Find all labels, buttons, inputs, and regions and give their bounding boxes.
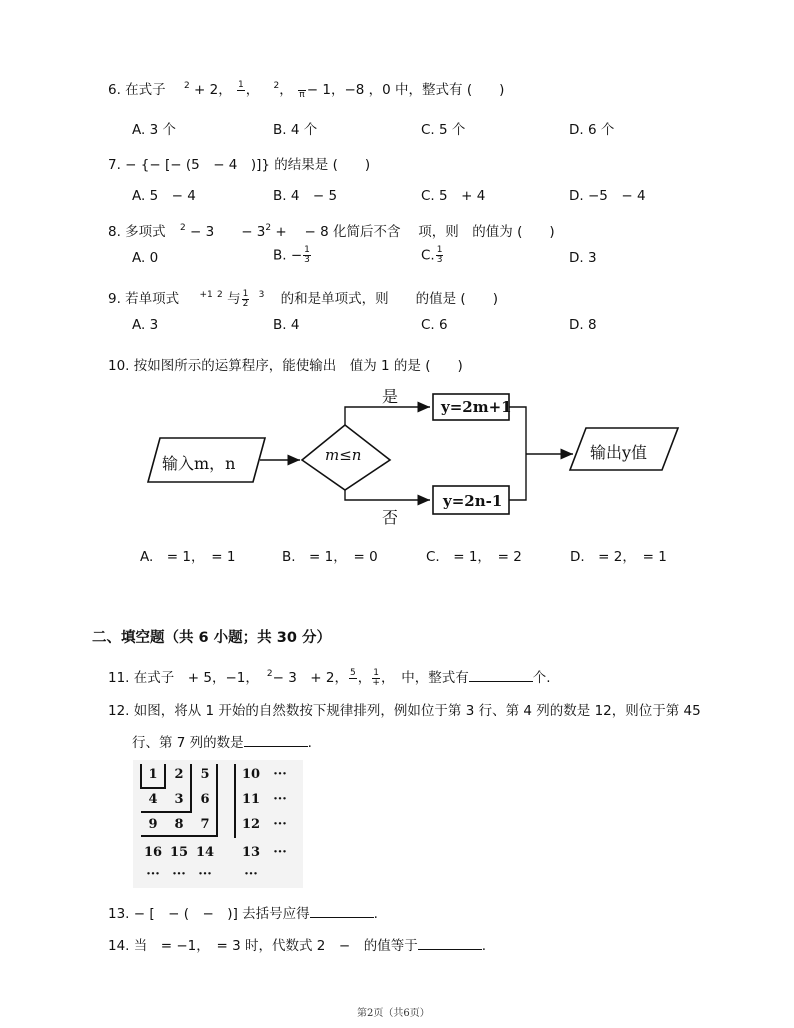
grid-cell: 11 [241,792,261,807]
q6-frac2 [298,81,306,100]
q8-option-c-frac [436,246,444,265]
flow-output-label: 输出y值 [590,443,648,462]
q6-sup2: 2 [273,81,280,91]
grid-cell: 4 [148,792,158,807]
q8-stem [108,220,555,240]
q8-b-num: 1 [304,245,310,255]
q7-option-c[interactable]: C. 5 + 4 [421,188,486,204]
q9-option-b[interactable]: B. 4 [273,317,300,333]
q13-answer-blank[interactable] [310,905,374,918]
q8-c-den: 3 [436,255,443,265]
q9-sup-b: 2 [217,290,223,300]
q7-option-a[interactable]: A. 5 − 4 [132,188,196,204]
q6-frac2-num [298,81,306,91]
q11-frac1-den [349,679,357,688]
q14-answer-blank[interactable] [418,937,482,950]
q11-stem [108,666,551,688]
q8-sup2: 2 [265,223,272,233]
grid-cell: 2 [174,767,184,782]
q8-c-num: 1 [436,245,443,255]
q10-option-b[interactable]: B. = 1， = 0 [282,549,378,565]
q6-option-c[interactable]: C. 5 个 [421,122,466,138]
grid-cell: 3 [174,792,184,807]
grid-cell: ··· [273,817,287,832]
q14-end: . [481,938,486,954]
q9-stem [108,287,498,309]
q11-stem-b: − 3 + 2， [272,670,348,686]
q6-option-b[interactable]: B. 4 个 [273,122,318,138]
q9-option-a[interactable]: A. 3 [132,317,159,333]
q6-sep: ， [218,82,232,98]
q13-stem-text: 13. − [ − ( − )] 去括号应得 [108,906,310,922]
q6-frac1-num: 1 [237,79,244,90]
q8-option-c[interactable] [421,246,444,265]
grid-cell: ··· [146,867,160,882]
q6-frac2-den: π [299,89,305,100]
q6-option-a[interactable]: A. 3 个 [132,122,176,138]
q13-end: . [373,906,378,922]
q11-stem-d: 个. [532,670,551,686]
grid-cell: 5 [200,767,210,782]
q13-stem [108,902,378,922]
q10-option-a[interactable]: A. = 1， = 1 [140,549,236,565]
q8-option-b-frac [303,246,311,265]
q9-frac-den: 2 [242,298,249,309]
q10-option-d[interactable]: D. = 2， = 1 [570,549,667,565]
q10-stem: 10. 按如图所示的运算程序，能使输出 值为 1 的是 ( ) [108,358,463,374]
q11-sup: 2 [266,669,273,679]
q8-option-b-label: B. − [273,247,303,264]
q7-option-b[interactable]: B. 4 − 5 [273,188,338,204]
q12-line1: 12. 如图，将从 1 开始的自然数按下规律排列，例如位于第 3 行、第 4 列的数是 12，则位于第 45 [108,703,701,719]
flow-yes-label: 是 [382,387,399,406]
grid-cell: 15 [169,845,189,860]
grid-cell: 12 [241,817,261,832]
q8-option-a[interactable]: A. 0 [132,250,159,266]
grid-cell: ··· [273,792,287,807]
q6-stem: 6. 在式子 $^2$ + 2， 1 ， $^2$， π − 1，−8 ，0 中，整式有 ( ) [108,79,505,100]
q9-option-c[interactable]: C. 6 [421,317,448,333]
q9-frac-num: 1 [242,288,249,299]
q11-answer-blank[interactable] [469,669,533,682]
grid-cell: 14 [195,845,215,860]
grid-cell: 10 [241,767,261,782]
q12-line2-text: 行、第 7 列的数是 [132,735,244,751]
q8-stem-text: 8. 多项式 [108,224,166,240]
q11-stem-a: 11. 在式子 + 5，−1， [108,670,259,686]
q12-answer-blank[interactable] [244,734,308,747]
q8-sup1: 2 [179,223,186,233]
grid-cell: ··· [172,867,186,882]
q12-line2 [132,731,312,751]
q14-stem [108,934,486,954]
q8-b-den: 3 [304,255,310,265]
section-title: 二、填空题（共 6 小题；共 30 分） [92,630,331,646]
q9-sup-c: 3 [258,290,265,300]
q8-option-b[interactable] [273,246,312,265]
flow-condition-label: m≤n [325,446,362,464]
grid-cell: 9 [148,817,158,832]
grid-cell: 1 [148,767,158,782]
grid-cell: 6 [200,792,210,807]
flow-no-box-label: y=2n-1 [443,492,503,510]
q11-frac2-num: 1 [373,667,379,678]
q11-frac1-num: 5 [349,667,356,678]
q9-sup-a: +1 [199,290,213,300]
q6-frac1-den [237,91,245,100]
q7-stem: 7. − {− [− (5 − 4 )]} 的结果是 ( ) [108,157,371,173]
page-footer: 第2页（共6页） [357,1008,430,1019]
q12-number-grid [133,760,303,888]
q8-stem-rest: − 3 − 3 [190,224,266,240]
q9-stem-b: 的和是单项式，则 的值是 ( ) [280,291,498,307]
grid-cell: 8 [174,817,184,832]
q11-stem-c: ， 中，整式有 [380,670,469,686]
q8-stem-rest2: + − 8 化简后不含 项，则 的值为 ( ) [275,224,555,240]
q8-option-c-label: C. [421,247,435,264]
q11-comma: ， [357,670,372,686]
q6-frac1 [237,81,245,100]
q8-option-d[interactable]: D. 3 [569,250,597,266]
grid-cell: ··· [273,767,287,782]
grid-cell: ··· [198,867,212,882]
flow-no-label: 否 [382,508,399,527]
q11-frac2 [372,669,380,688]
grid-cell: 7 [200,817,210,832]
q6-sup1: 2 [183,81,190,91]
q9-frac [242,290,250,309]
grid-cell: ··· [273,845,287,860]
q6-option-d[interactable]: D. 6 个 [569,122,615,138]
q12-line2-end: . [307,735,312,751]
flow-yes-box-label: y=2m+1 [441,398,512,416]
q14-stem-text: 14. 当 = −1， = 3 时，代数式 2 − 的值等于 [108,938,418,954]
q9-stem-text: 9. 若单项式 [108,291,180,307]
q10-option-c[interactable]: C. = 1， = 2 [426,549,522,565]
q9-yu: 与 [227,291,241,307]
grid-cell: 16 [143,845,163,860]
q6-expr: $^2$ + 2 [183,81,219,98]
q6-expr3: − 1，−8 ，0 中，整式有 ( ) [306,82,505,98]
q7-option-d[interactable]: D. −5 − 4 [569,188,646,204]
grid-cell: ··· [244,867,258,882]
q11-frac1 [349,669,357,688]
q11-frac2-den: + [372,677,380,688]
grid-cell: 13 [241,845,261,860]
q9-option-d[interactable]: D. 8 [569,317,597,333]
flow-input-label: 输入m，n [162,454,236,473]
q6-stem-text: 6. 在式子 [108,82,166,98]
